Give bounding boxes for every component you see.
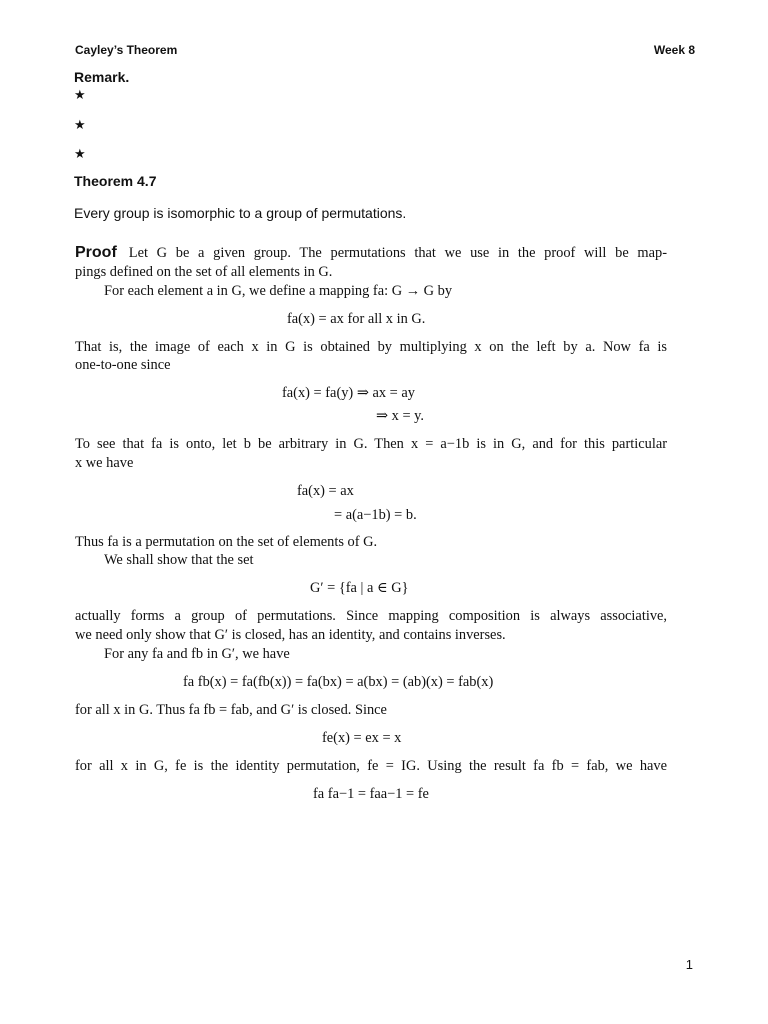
running-header-week: Week 8 (653, 43, 695, 57)
proof-line-3: For each element a in G, we define a mapping fa: G → G by (104, 283, 453, 299)
display-eq-2a: fa(x) = fa(y) ⇒ ax = ay (282, 385, 415, 401)
proof-line-10: actually forms a group of permutations. Since mapping composition is always associative, (75, 608, 667, 624)
proof-line-11: we need only show that G′ is closed, has an identity, and contains inverses. (75, 627, 506, 643)
proof-line-4: That is, the image of each x in G is obtained by multiplying x on the left by a. Now fa is (75, 339, 667, 355)
proof-label: Proof (75, 244, 117, 261)
star-bullet-3: ★ (74, 146, 86, 161)
display-eq-2b: ⇒ x = y. (376, 408, 425, 424)
display-eq-1: fa(x) = ax for all x in G. (287, 311, 426, 327)
display-eq-6: fe(x) = ex = x (322, 730, 402, 746)
display-eq-5: fa fb(x) = fa(fb(x)) = fa(bx) = a(bx) = (ab)(x) = fab(x) (183, 674, 494, 690)
display-eq-3b: = a(a−1b) = b. (334, 507, 417, 523)
proof-line-6: To see that fa is onto, let b be arbitrary in G. Then x = a−1b is in G, and for this particular (75, 436, 667, 452)
star-bullet-2: ★ (74, 117, 86, 132)
running-header-title: Cayley’s Theorem (75, 43, 178, 57)
proof-line-8: Thus fa is a permutation on the set of elements of G. (75, 534, 378, 550)
remark-heading: Remark. (74, 69, 130, 85)
theorem-statement: Every group is isomorphic to a group of permutations. (74, 205, 407, 221)
proof-line-2: pings defined on the set of all elements in G. (75, 264, 333, 280)
display-eq-7: fa fa−1 = faa−1 = fe (313, 786, 429, 802)
star-bullet-1: ★ (74, 87, 86, 102)
proof-line-5: one-to-one since (75, 357, 171, 373)
proof-line-9: We shall show that the set (104, 552, 254, 568)
display-eq-3a: fa(x) = ax (297, 483, 354, 499)
page-number: 1 (685, 957, 693, 972)
theorem-heading: Theorem 4.7 (74, 173, 157, 189)
proof-line-12: For any fa and fb in G′, we have (104, 646, 290, 662)
proof-line-13: for all x in G. Thus fa fb = fab, and G′ is closed. Since (75, 702, 387, 718)
proof-line-14: for all x in G, fe is the identity permutation, fe = IG. Using the result fa fb = fab, we have (75, 758, 667, 774)
proof-line-1: Proof Let G be a given group. The permutations that we use in the proof will be map- (75, 244, 667, 261)
display-eq-4: G′ = {fa | a ∈ G} (310, 580, 409, 596)
proof-line-7: x we have (75, 455, 134, 471)
